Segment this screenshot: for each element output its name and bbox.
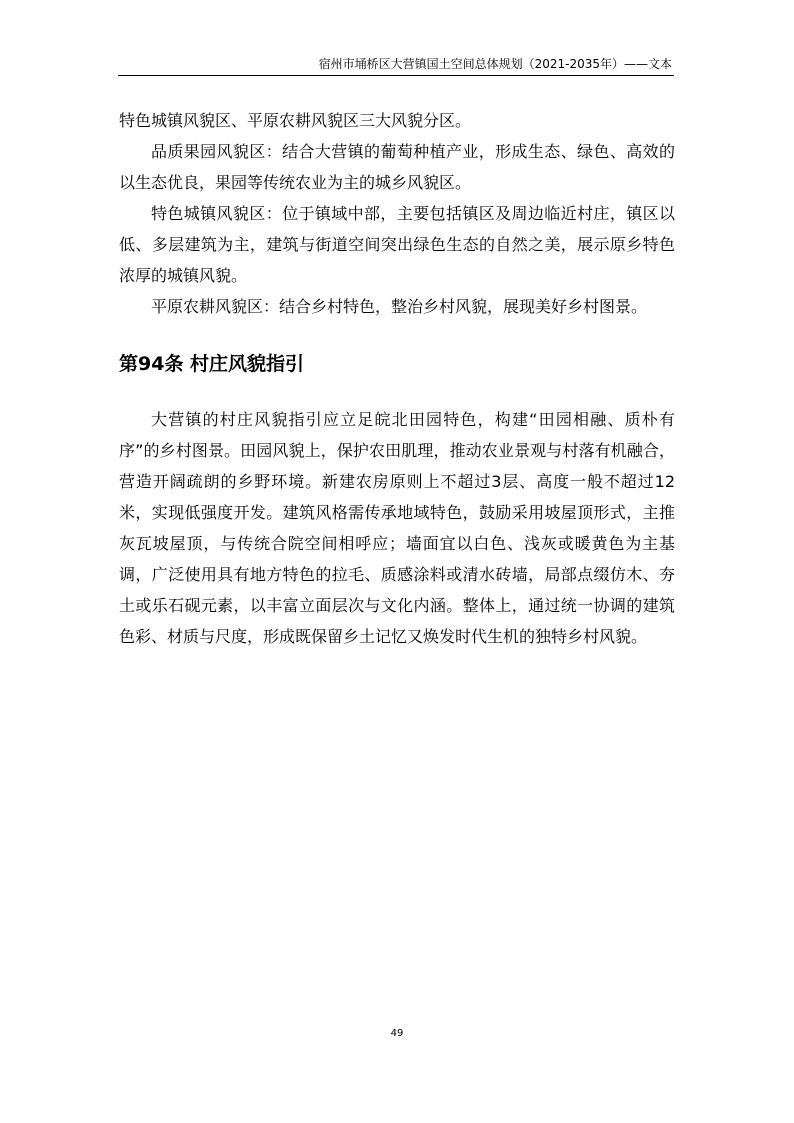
paragraph-town-zone: 特色城镇风貌区：位于镇域中部，主要包括镇区及周边临近村庄，镇区以低、多层建筑为主，建筑与街道空间突出绿色生态的自然之美，展示原乡特色浓厚的城镇风貌。 [119,204,675,285]
page-header [118,55,674,76]
paragraph-zoning-continued: 特色城镇风貌区、平原农耕风貌区三大风貌分区。 [119,111,472,130]
header-title: 宿州市埇桥区大营镇国土空间总体规划（2021-2035年）——文本 [318,57,672,71]
document-body [119,105,675,652]
page-number: 49 [390,1028,404,1039]
paragraph-orchard-zone: 品质果园风貌区：结合大营镇的葡萄种植产业，形成生态、绿色、高效的以生态优良，果园等传统农业为主的城乡风貌区。 [119,142,675,192]
paragraph-village-guidance: 大营镇的村庄风貌指引应立足皖北田园特色，构建“田园相融、质朴有序”的乡村图景。田园风貌上，保护农田肌理，推动农业景观与村落有机融合，营造开阔疏朗的乡野环境。新建农房原则上不超过3层、高度一般不超过12米，实现低强度开发。建筑风格需传承地域特色，鼓励采用坡屋顶形式，主推灰瓦坡屋顶，与传统合院空间相呼应；墙面宜以白色、浅灰或暖黄色为主基调，广泛使用具有地方特色的拉毛、质感涂料或清水砖墙，局部点缀仿木、夯土或乐石砚元素，以丰富立面层次与文化内涵。整体上，通过统一协调的建筑色彩、材质与尺度，形成既保留乡土记忆又焕发时代生机的独特乡村风貌。 [119,410,675,646]
paragraph-farmland-zone: 平原农耕风貌区：结合乡村特色，整治乡村风貌，展现美好乡村图景。 [151,297,648,316]
section-heading: 第94条 村庄风貌指引 [119,353,305,375]
